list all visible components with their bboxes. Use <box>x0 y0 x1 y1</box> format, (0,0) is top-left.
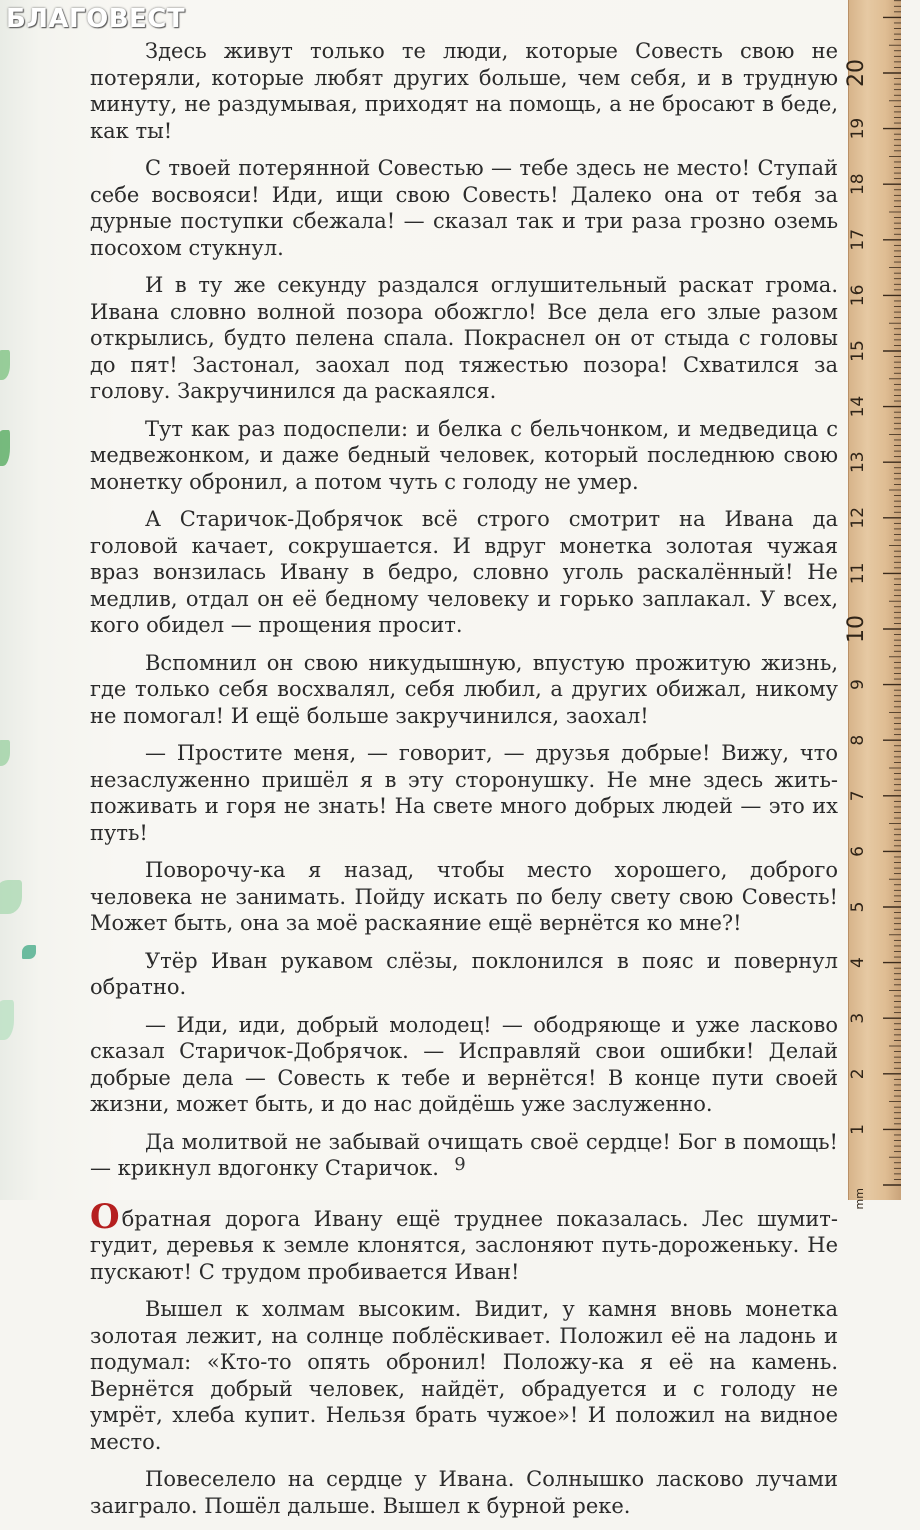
ruler-number: 3 <box>848 1012 868 1024</box>
ruler-number: 11 <box>848 562 868 585</box>
ruler-number: 12 <box>848 506 868 529</box>
ruler-number: 10 <box>844 615 869 643</box>
ruler-number: 13 <box>848 451 868 474</box>
ruler-unit-label: mm <box>853 1188 866 1210</box>
paragraph: Вспомнил он свою никудышную, впустую прожитую жизнь, где только себя восхвалял, себя любил, а других обижал, никому не помогал! И ещё больше закручинился, заохал! <box>90 650 838 728</box>
ruler-number: 9 <box>848 679 868 691</box>
paragraph: Поворочу-ка я назад, чтобы место хорошего, доброго человека не занимать. Пойду искать по белу свету свою Совесть! Может быть, она за моё раскаяние ещё вернётся ко мне?! <box>90 858 838 935</box>
ruler-number: 2 <box>848 1068 868 1080</box>
illustration-leaf <box>0 430 10 466</box>
ruler-number: 14 <box>848 395 868 418</box>
paragraph: А Старичок-Добрячок всё строго смотрит на Ивана да головой качает, сокрушается. И вдруг монетка золотая чужая враз вонзилась Ивану в бедро, словно уголь раскалённый! Не медлив, отдал он её бедному человеку и горько заплакал. У всех, кого обидел — прощения просит. <box>90 507 838 637</box>
ruler-number: 17 <box>848 228 868 251</box>
page-number: 9 <box>454 1154 466 1175</box>
paragraph: Повеселело на сердце у Ивана. Солнышко ласково лучами заиграло. Пошёл дальше. Вышел к бурной реке. <box>90 1467 838 1518</box>
paragraph: Здесь живут только те люди, которые Совесть свою не потеряли, которые любят других больше, чем себя, и в трудную минуту, не раздумывая, приходят на помощь, а не бросают в беде, как ты! <box>90 39 838 143</box>
ruler-number: 20 <box>844 59 869 87</box>
ruler-number: 18 <box>848 173 868 196</box>
ruler-number: 19 <box>848 117 868 140</box>
ruler-number: 1 <box>848 1123 868 1135</box>
ruler <box>844 0 901 1210</box>
paragraph: — Простите меня, — говорит, — друзья добрые! Вижу, что незаслуженно пришёл я в эту сторонушку. Не мне здесь жить-поживать и горя не знать! На свете много добрых людей — это их путь! <box>90 741 838 845</box>
ruler-number: 7 <box>848 790 868 802</box>
paragraph: Утёр Иван рукавом слёзы, поклонился в пояс и повернул обратно. <box>90 948 838 999</box>
ruler-scale <box>844 0 901 1210</box>
paragraph: И в ту же секунду раздался оглушительный раскат грома. Ивана словно волной позора обожгло! Все дела его злые разом открылись, будто пелена спала. Покраснел он от стыда с головы до пят! Застонал, заохал под тяжестью позора! Схватился за голову. Закручинился да раскаялся. <box>90 273 838 403</box>
illustration-leaf <box>22 945 36 959</box>
illustration-leaf <box>0 1000 14 1040</box>
ruler-number: 15 <box>848 340 868 362</box>
ruler-number: 6 <box>848 845 868 857</box>
illustration-leaf <box>0 880 22 914</box>
paragraph: Вышел к холмам высоким. Видит, у камня вновь монетка золотая лежит, на солнце поблёскивает. Положил её на ладонь и подумал: «Кто-то опять обронил! Положу-ка я её на камень. Вернётся добрый человек, найдёт, обрадуется и с голоду не умрёт, хлеба купит. Нельзя брать чужое»! И положил на видное место. <box>90 1297 838 1454</box>
paragraph: Тут как раз подоспели: и белка с бельчонком, и медведица с медвежонком, и даже бедный человек, который последнюю свою монетку обронил, а потом чуть с голоду не умер. <box>90 416 838 494</box>
paragraph: Да молитвой не забывай очищать своё сердце! Бог в помощь! — крикнул вдогонку Старичок. <box>90 1129 838 1180</box>
illustration-leaf <box>0 350 10 380</box>
dropcap-rest: братная дорога Ивану ещё труднее показалась. Лес шумит-гудит, деревья к земле клонятся, заслоняют путь-дороженьку. Не пускают! С трудом пробивается Иван! <box>90 1206 838 1284</box>
paragraph: С твоей потерянной Совестью — тебе здесь не место! Ступай себе восвояси! Иди, ищи свою Совесть! Далеко она от тебя за дурные поступки сбежала! — сказал так и три раза грозно оземь посохом стукнул. <box>90 156 838 260</box>
paragraph: — Иди, иди, добрый молодец! — ободряюще и уже ласково сказал Старичок-Добрячок. — Исправляй свои ошибки! Делай добрые дела — Совесть к тебе и вернётся! В конце пути своей жизни, может быть, и до нас дойдёшь уже заслуженно. <box>90 1012 838 1116</box>
story-text <box>90 38 838 1530</box>
ruler-number: 8 <box>848 734 868 746</box>
ruler-number: 16 <box>848 284 868 307</box>
illustration-leaf <box>0 740 10 766</box>
ruler-number: 5 <box>848 901 868 913</box>
dropcap-paragraph <box>90 1196 838 1286</box>
watermark-logo: БЛАГОВЕСТ <box>6 4 186 34</box>
dropcap-initial: О <box>90 1196 120 1237</box>
ruler-number: 4 <box>848 957 868 969</box>
